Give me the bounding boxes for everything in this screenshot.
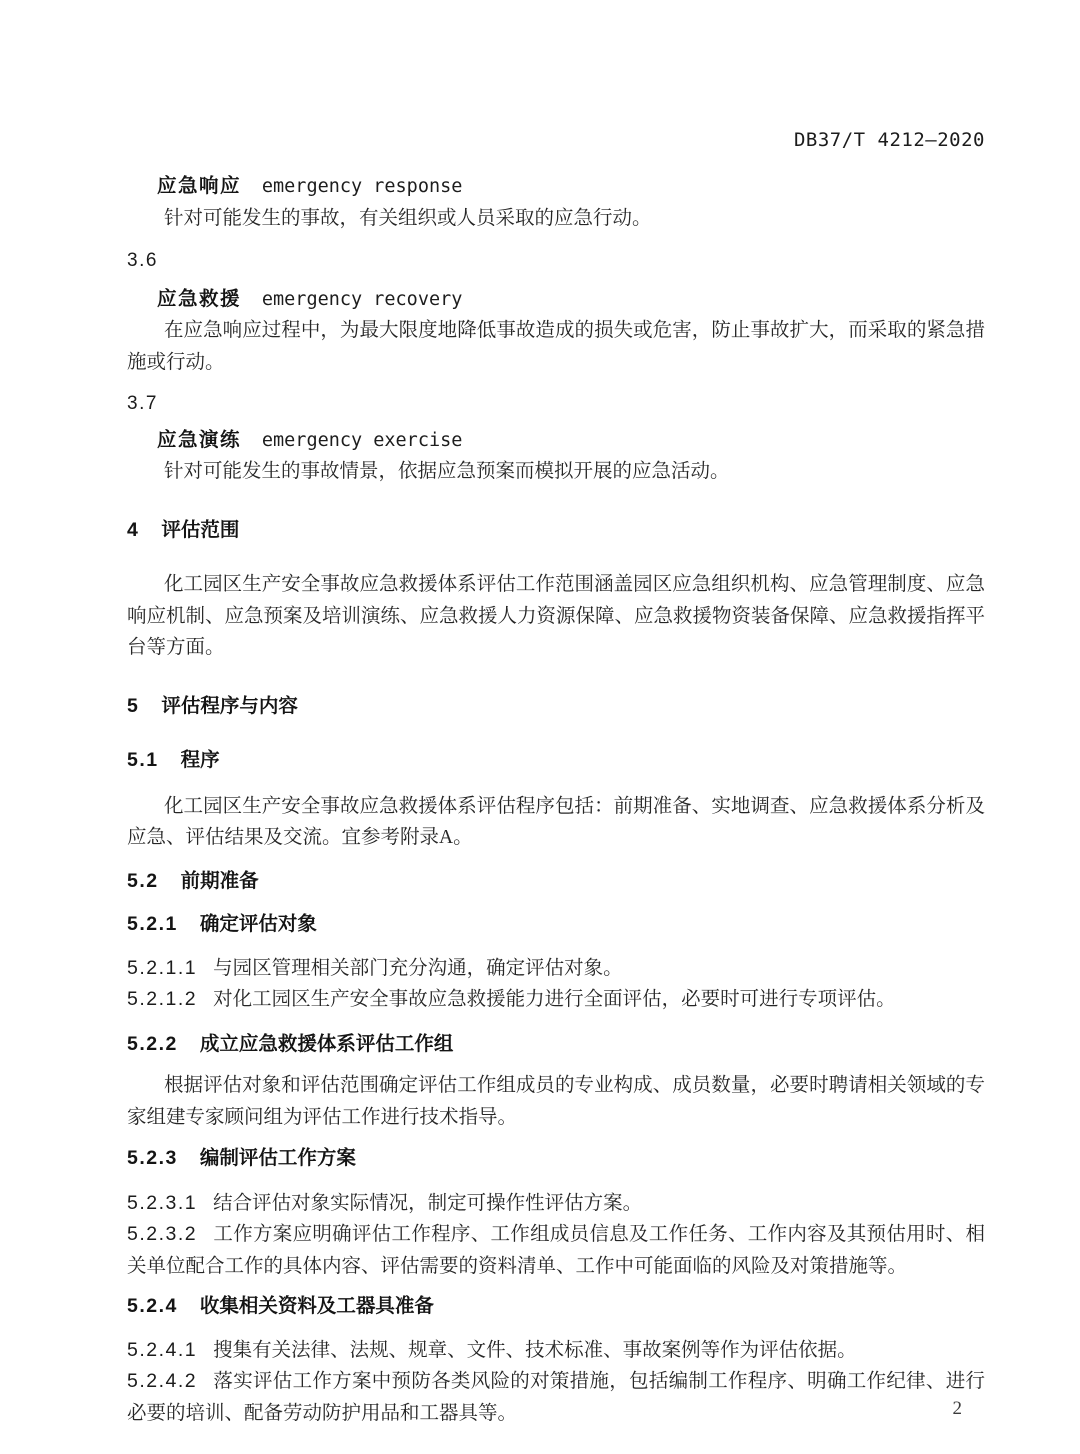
section-heading-5 xyxy=(127,691,985,723)
clause-text: 搜集有关法律、法规、规章、文件、技术标准、事故案例等作为评估依据。 xyxy=(213,1339,857,1361)
heading-number: 5.2.2 xyxy=(127,1032,178,1055)
heading-title: 成立应急救援体系评估工作组 xyxy=(199,1032,454,1055)
heading-number: 5.2 xyxy=(127,869,159,892)
heading-number: 5.2.4 xyxy=(127,1295,178,1317)
doc-number: DB37/T 4212—2020 xyxy=(793,129,985,151)
term-cn: 应急响应 xyxy=(157,175,242,197)
term-line-emergency-exercise xyxy=(127,425,985,457)
clause-text: 工作方案应明确评估工作程序、工作组成员信息及工作任务、工作内容及其预估用时、相关单位配合工作的具体内容、评估需要的资料清单、工作中可能面临的风险及对策措施等。 xyxy=(127,1224,985,1277)
heading-title: 评估程序与内容 xyxy=(161,694,298,717)
clause-number-3-6: 3.6 xyxy=(127,250,158,271)
heading-title: 程序 xyxy=(180,749,220,771)
section-heading-5-2-1 xyxy=(127,909,985,941)
clause-number: 5.2.3.1 xyxy=(127,1191,198,1214)
section-5-1-paragraph: 化工园区生产安全事故应急救援体系评估程序包括：前期准备、实地调查、应急救援体系分析及应急、评估结果及交流。宜参考附录A。 xyxy=(127,795,985,848)
clause-number: 5.2.1.2 xyxy=(127,988,198,1010)
section-heading-5-2-4 xyxy=(127,1291,985,1323)
section-heading-5-2 xyxy=(127,866,985,898)
section-4-paragraph: 化工园区生产安全事故应急救援体系评估工作范围涵盖园区应急组织机构、应急管理制度、应急响应机制、应急预案及培训演练、应急救援人力资源保障、应急救援物资装备保障、应急救援指挥平台等方面。 xyxy=(127,574,986,658)
clause-5-2-4-2 xyxy=(127,1366,985,1429)
term-en: emergency exercise xyxy=(261,429,463,451)
section-heading-5-2-2 xyxy=(127,1029,985,1061)
clause-number: 5.2.4.1 xyxy=(127,1338,198,1361)
clause-5-2-3-2 xyxy=(127,1219,985,1282)
document-header xyxy=(127,128,985,152)
term-cn: 应急演练 xyxy=(157,428,242,451)
section-heading-4 xyxy=(127,515,985,547)
heading-title: 前期准备 xyxy=(180,869,259,892)
heading-title: 编制评估工作方案 xyxy=(199,1147,356,1169)
term-en: emergency recovery xyxy=(261,288,463,310)
heading-number: 5.2.1 xyxy=(127,913,178,935)
clause-number: 5.2.1.1 xyxy=(127,956,198,979)
term-line-emergency-recovery xyxy=(127,284,985,316)
heading-number: 5 xyxy=(127,694,140,717)
heading-number: 4 xyxy=(127,518,140,541)
clause-5-2-1-2 xyxy=(127,984,985,1016)
clause-5-2-4-1 xyxy=(127,1335,985,1367)
clause-number-3-7: 3.7 xyxy=(127,393,158,414)
clause-number: 5.2.4.2 xyxy=(127,1370,198,1392)
clause-5-2-3-1 xyxy=(127,1188,985,1220)
section-heading-5-1 xyxy=(127,745,985,777)
clause-number: 5.2.3.2 xyxy=(127,1223,198,1245)
clause-text: 结合评估对象实际情况，制定可操作性评估方案。 xyxy=(213,1192,643,1214)
heading-title: 评估范围 xyxy=(161,518,240,541)
section-5-2-2-paragraph: 根据评估对象和评估范围确定评估工作组成员的专业构成、成员数量，必要时聘请相关领域的专家组建专家顾问组为评估工作进行技术指导。 xyxy=(127,1075,985,1128)
heading-title: 确定评估对象 xyxy=(199,913,317,935)
term-definition: 在应急响应过程中，为最大限度地降低事故造成的损失或危害，防止事故扩大，而采取的紧急措施或行动。 xyxy=(127,320,985,373)
term-cn: 应急救援 xyxy=(157,287,242,310)
term-line-emergency-response xyxy=(127,171,985,203)
section-heading-5-2-3 xyxy=(127,1143,985,1175)
clause-text: 与园区管理相关部门充分沟通，确定评估对象。 xyxy=(213,957,623,979)
heading-number: 5.1 xyxy=(127,749,159,771)
clause-5-2-1-1 xyxy=(127,953,985,985)
clause-text: 落实评估工作方案中预防各类风险的对策措施，包括编制工作程序、明确工作纪律、进行必要的培训、配备劳动防护用品和工器具等。 xyxy=(127,1371,985,1424)
term-en: emergency response xyxy=(261,176,463,197)
term-definition: 针对可能发生的事故情景，依据应急预案而模拟开展的应急活动。 xyxy=(164,461,730,482)
clause-text: 对化工园区生产安全事故应急救援能力进行全面评估，必要时可进行专项评估。 xyxy=(213,989,896,1010)
term-definition: 针对可能发生的事故，有关组织或人员采取的应急行动。 xyxy=(164,207,652,229)
heading-title: 收集相关资料及工器具准备 xyxy=(199,1295,434,1317)
heading-number: 5.2.3 xyxy=(127,1147,178,1169)
page-number: 2 xyxy=(952,1398,962,1419)
